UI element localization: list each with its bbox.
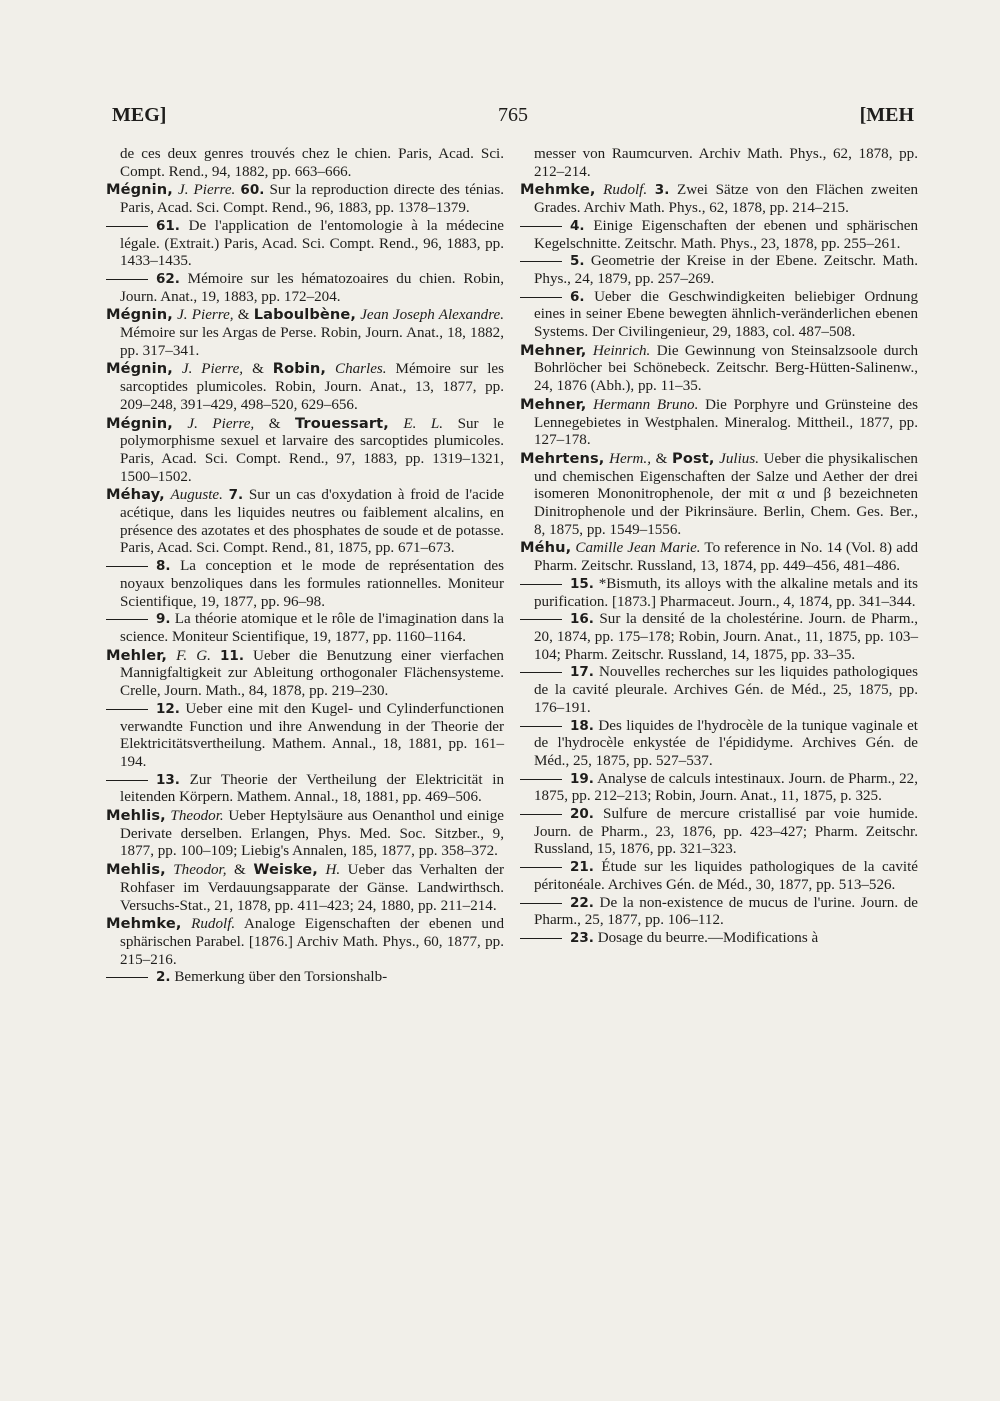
entry-number: 7.	[228, 487, 244, 504]
continued-entry	[520, 218, 918, 253]
continued-entry	[106, 611, 504, 646]
entry-text: Sur la densité de la cholestérine. Journ. de Pharm., 20, 1874, pp. 175–178; Robin, Journ. Anat., 11, 1875, pp. 103–104; Pharm. Zeitschr. Russland, 14, 1875, pp. 33–35.	[534, 611, 918, 663]
continued-entry	[106, 969, 504, 987]
ditto-dash	[520, 672, 562, 673]
coauthor-name: Trouessart,	[294, 414, 389, 432]
author-entry	[106, 807, 504, 861]
entry-number: 12.	[156, 700, 180, 717]
ditto-dash	[106, 780, 148, 781]
entry-text: Mémoire sur les Argas de Perse. Robin, Journ. Anat., 18, 1882, pp. 317–341.	[120, 325, 504, 359]
author-name: Mehrtens,	[520, 449, 605, 467]
author-given-name: Theodor,	[173, 862, 227, 879]
ditto-dash	[520, 779, 562, 780]
author-given-name: J. Pierre.	[178, 182, 236, 199]
left-column	[106, 146, 504, 987]
entry-text: Sur la reproduction directe des ténias. Paris, Acad. Sci. Compt. Rend., 96, 1883, pp. 1378–1379.	[120, 182, 504, 217]
ditto-dash	[106, 709, 148, 710]
coauthor-given-name: H.	[325, 862, 341, 879]
author-given-name: Rudolf.	[603, 182, 648, 199]
entry-number: 21.	[570, 859, 594, 876]
running-head	[112, 104, 914, 134]
entry-number: 5.	[570, 253, 585, 270]
author-given-name: Heinrich.	[592, 342, 651, 359]
entry-number: 61.	[156, 217, 180, 234]
continued-entry	[520, 611, 918, 664]
ditto-dash	[520, 584, 562, 585]
entry-number: 4.	[570, 217, 585, 234]
author-name: Mehmke,	[520, 181, 596, 199]
continued-entry	[520, 859, 918, 894]
ditto-dash	[520, 619, 562, 620]
ditto-dash	[520, 261, 562, 262]
entry-text: Ueber das Verhalten der Rohfaser im Verdauungsapparate der Gänse. Landwirthsch. Versuchs-Stat., 21, 1878, pp. 411–423; 24, 1880, pp. 211–214.	[120, 862, 504, 914]
author-name: Mégnin,	[106, 181, 173, 199]
entry-number: 8.	[156, 558, 171, 575]
coauthor-name: Robin,	[272, 360, 327, 378]
entry-number: 3.	[654, 182, 670, 199]
entry-text: Ueber die physikalischen und chemischen Eigenschaften der Salze und Aether der drei isomeren Mononitrophenole, der mit α und β bezeichneten Dinitrophenole und der Pikrinsäure. Berlin, Chem. Ges. Ber., 8, 1875, pp. 1549–1556.	[534, 450, 918, 538]
author-given-name: Theodor.	[170, 808, 224, 825]
continued-entry	[106, 218, 504, 271]
ditto-dash	[520, 903, 562, 904]
entry-text: La théorie atomique et le rôle de l'imagination dans la science. Moniteur Scientifique, 19, 1877, pp. 1160–1164.	[120, 611, 504, 645]
author-given-name: Auguste.	[170, 487, 223, 504]
coauthor-given-name: Jean Joseph Alexandre.	[360, 307, 504, 324]
continuation-text	[520, 146, 918, 181]
ditto-dash	[520, 297, 562, 298]
ditto-dash	[520, 814, 562, 815]
right-column	[520, 146, 918, 948]
entry-text: De la non-existence de mucus de l'urine. Journ. de Pharm., 25, 1877, pp. 106–112.	[534, 894, 918, 929]
entry-text: Die Porphyre und Grünsteine des Lennegebietes in Westphalen. Mineralog. Mittheil., 1877, pp. 127–178.	[534, 396, 919, 449]
entry-number: 19.	[570, 770, 594, 787]
entry-number: 15.	[570, 575, 594, 592]
entry-text: To reference in No. 14 (Vol. 8) add Pharm. Zeitschr. Russland, 13, 1874, pp. 449–456, 481–486.	[534, 540, 918, 575]
ditto-dash	[106, 226, 148, 227]
entry-text: Sur un cas d'oxydation à froid de l'acide acétique, dans les liquides neutres ou faiblement alcalins, en présence des azotates et des phosphates de soude et de potasse. Paris, Acad. Sci. Compt. Rend., 81, 1875, pp. 671–673.	[120, 487, 504, 557]
entry-number: 22.	[570, 894, 594, 911]
continued-entry	[520, 576, 918, 611]
continued-entry	[520, 806, 918, 859]
continued-entry	[106, 772, 504, 807]
author-name: Mehlis,	[106, 861, 166, 879]
entry-text: La conception et le mode de représentation des noyaux benzoliques dans les formules rationnelles. Moniteur Scientifique, 19, 1877, pp. 96–98.	[120, 558, 505, 610]
author-name: Mégnin,	[106, 414, 173, 432]
continued-entry	[106, 558, 504, 611]
coauthor-name: Weiske,	[253, 861, 318, 879]
entry-text: Zwei Sätze von den Flächen zweiten Grades. Archiv Math. Phys., 62, 1878, pp. 214–215.	[534, 182, 918, 217]
author-entry	[106, 915, 504, 969]
author-given-name: J. Pierre,	[177, 307, 234, 324]
entry-text: messer von Raumcurven. Archiv Math. Phys., 62, 1878, pp. 212–214.	[534, 146, 918, 180]
author-entry	[106, 861, 504, 915]
entry-number: 13.	[156, 771, 180, 788]
author-name: Mehmke,	[106, 915, 182, 933]
entry-text: Ueber Heptylsäure aus Oenanthol und einige Derivate derselben. Erlangen, Phys. Med. Soc. Sitzber., 9, 1877, pp. 100–109; Liebig's Annalen, 185, 1877, pp. 358–372.	[120, 808, 504, 860]
continued-entry	[520, 253, 918, 288]
entry-text: *Bismuth, its alloys with the alkaline metals and its purification. [1873.] Pharmaceut. Journ., 4, 1874, pp. 341–344.	[534, 575, 918, 610]
author-name: Mégnin,	[106, 306, 173, 324]
author-name: Mehlis,	[106, 807, 166, 825]
author-given-name: Camille Jean Marie.	[575, 540, 701, 557]
author-entry	[106, 181, 504, 217]
coauthor-given-name: E. L.	[403, 415, 444, 432]
author-name: Méhu,	[520, 539, 572, 557]
entry-text: Mémoire sur les sarcoptides plumicoles. Robin, Journ. Anat., 13, 1877, pp. 209–248, 391–429, 498–520, 629–656.	[120, 361, 505, 413]
entry-text: De l'application de l'entomologie à la médecine légale. (Extrait.) Paris, Acad. Sci. Compt. Rend., 96, 1883, pp. 1433–1435.	[120, 217, 504, 270]
ditto-dash	[106, 566, 148, 567]
page-number: 765	[498, 104, 528, 126]
entry-text: Die Gewinnung von Steinsalzsoole durch Bohrlöcher bei Schönebeck. Zeitschr. Berg-Hütten-Salinenw., 24, 1876 (Abh.), pp. 11–35.	[534, 342, 918, 395]
continued-entry	[520, 930, 918, 948]
entry-text: Sur le polymorphisme sexuel et larvaire des sarcoptides plumicoles. Paris, Acad. Sci. Compt. Rend., 97, 1883, pp. 1319–1321, 1500–1502.	[120, 415, 504, 485]
continued-entry	[520, 289, 918, 342]
coauthor-given-name: Charles.	[335, 361, 387, 378]
author-name: Mehler,	[106, 646, 168, 664]
entry-text: Mémoire sur les hématozoaires du chien. Robin, Journ. Anat., 19, 1883, pp. 172–204.	[120, 270, 504, 305]
ampersand: &	[268, 415, 281, 432]
ditto-dash	[106, 619, 148, 620]
author-entry	[520, 342, 918, 396]
continued-entry	[106, 271, 504, 306]
entry-number: 16.	[570, 611, 594, 628]
continued-entry	[520, 718, 918, 771]
author-entry	[106, 306, 504, 360]
entry-text: Bemerkung über den Torsionshalb-	[174, 969, 388, 986]
ditto-dash	[106, 279, 148, 280]
author-given-name: F. G.	[176, 647, 211, 664]
running-head-left: MEG]	[112, 104, 167, 126]
ditto-dash	[520, 867, 562, 868]
entry-text: Einige Eigenschaften der ebenen und sphärischen Kegelschnitte. Zeitschr. Math. Phys., 23, 1878, pp. 255–261.	[534, 217, 918, 252]
author-given-name: Rudolf.	[191, 916, 236, 933]
entry-number: 11.	[220, 647, 244, 664]
entry-text: Analyse de calculs intestinaux. Journ. de Pharm., 22, 1875, pp. 212–213; Robin, Journ. Anat., 11, 1875, p. 325.	[534, 770, 918, 805]
entry-text: Geometrie der Kreise in der Ebene. Zeitschr. Math. Phys., 24, 1879, pp. 257–269.	[534, 253, 918, 287]
continuation-text	[106, 146, 504, 181]
author-name: Méhay,	[106, 486, 165, 504]
entry-text: Des liquides de l'hydrocèle de la tunique vaginale et de l'hydrocèle enkystée de l'épididyme. Archives Gén. de Méd., 25, 1875, pp. 527–537.	[534, 717, 918, 769]
entry-text: Dosage du beurre.—Modifications à	[597, 929, 819, 946]
author-name: Mégnin,	[106, 360, 173, 378]
author-given-name: J. Pierre,	[187, 415, 255, 432]
author-entry	[106, 647, 504, 701]
author-name: Mehner,	[520, 341, 587, 359]
entry-text: Étude sur les liquides pathologiques de la cavité péritonéale. Archives Gén. de Méd., 30, 1877, pp. 513–526.	[534, 859, 918, 893]
author-entry	[520, 396, 918, 450]
coauthor-name: Post,	[672, 449, 715, 467]
entry-number: 62.	[156, 270, 180, 287]
entry-text: Ueber die Benutzung einer vierfachen Mannigfaltigkeit zur Ableitung orthogonaler Flächensysteme. Crelle, Journ. Math., 84, 1878, pp. 219–230.	[120, 647, 504, 700]
entry-number: 23.	[570, 929, 594, 946]
entry-number: 20.	[570, 806, 594, 823]
ampersand: &	[237, 307, 250, 324]
ampersand: &	[252, 361, 264, 378]
entry-text: de ces deux genres trouvés chez le chien. Paris, Acad. Sci. Compt. Rend., 94, 1882, pp. 663–666.	[120, 146, 504, 180]
entry-number: 2.	[156, 969, 171, 986]
continued-entry	[520, 895, 918, 930]
entry-number: 9.	[156, 611, 171, 628]
author-entry	[106, 360, 504, 414]
author-entry	[106, 486, 504, 558]
author-entry	[106, 415, 504, 487]
continued-entry	[520, 664, 918, 717]
entry-number: 60.	[240, 182, 265, 199]
ditto-dash	[520, 226, 562, 227]
author-given-name: Hermann Bruno.	[593, 396, 699, 413]
author-entry	[520, 450, 918, 540]
author-entry	[520, 539, 918, 575]
ampersand: &	[234, 862, 246, 879]
author-entry	[520, 181, 918, 217]
author-name: Mehner,	[520, 395, 587, 413]
author-given-name: Herm.,	[609, 450, 651, 467]
ditto-dash	[106, 977, 148, 978]
entry-text: Sulfure de mercure cristallisé par voie humide. Journ. de Pharm., 23, 1876, pp. 423–427; Pharm. Zeitschr. Russland, 15, 1876, pp. 321–323.	[534, 806, 919, 858]
running-head-right: [MEH	[859, 104, 914, 126]
entry-text: Nouvelles recherches sur les liquides pathologiques de la cavité pleurale. Archives Gén. de Méd., 25, 1875, pp. 176–191.	[534, 664, 918, 716]
entry-text: Ueber die Geschwindigkeiten beliebiger Ordnung eines in seiner Ebene bewegten ähnlich-veränderlichen ebenen Systems. Der Civilingenieur, 29, 1883, col. 487–508.	[534, 288, 918, 341]
continued-entry	[520, 771, 918, 806]
coauthor-given-name: Julius.	[719, 450, 759, 467]
ditto-dash	[520, 938, 562, 939]
entry-number: 17.	[570, 664, 594, 681]
ampersand: &	[655, 450, 668, 467]
coauthor-name: Laboulbène,	[253, 306, 357, 324]
entry-text: Ueber eine mit den Kugel- und Cylinderfunctionen verwandte Function und ihre Anwendung in der Theorie der Elektricitätsvertheilung. Mathem. Annal., 18, 1881, pp. 161–194.	[120, 700, 504, 770]
entry-number: 18.	[570, 717, 594, 734]
author-given-name: J. Pierre,	[181, 361, 244, 378]
entry-number: 6.	[570, 288, 585, 305]
continued-entry	[106, 701, 504, 772]
ditto-dash	[520, 726, 562, 727]
entry-text: Analoge Eigenschaften der ebenen und sphärischen Parabel. [1876.] Archiv Math. Phys., 60, 1877, pp. 215–216.	[120, 916, 504, 968]
entry-text: Zur Theorie der Vertheilung der Elektricität in leitenden Körpern. Mathem. Annal., 18, 1881, pp. 469–506.	[120, 771, 504, 806]
